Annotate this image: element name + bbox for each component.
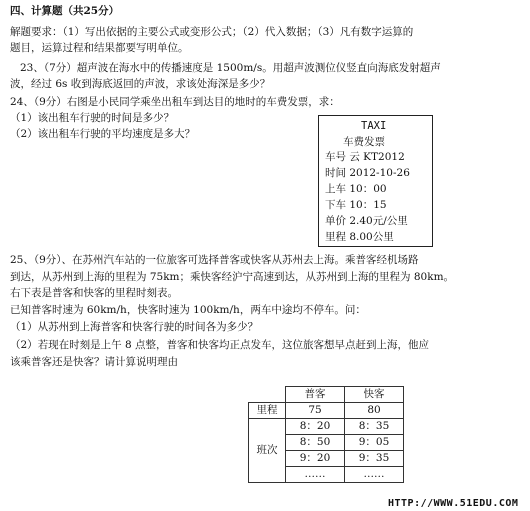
trip-regular-time: 8：50 [286, 435, 345, 451]
q25-sub-1: （1）从苏州到上海普客和快客行驶的时间各为多少？ [10, 321, 259, 333]
q24-line-1: 24、（9分）右图是小民同学乘坐出租车到达目的地时的车费发票，求： [10, 96, 340, 108]
receipt-plate: 车号 云 KT2012 [325, 151, 405, 163]
trip-label: 班次 [249, 419, 286, 483]
trip-regular-time: …… [286, 467, 345, 483]
schedule-table [248, 386, 404, 483]
table-header-row [249, 387, 404, 403]
trip-regular-time: 9：20 [286, 451, 345, 467]
q25-line-3: 右下表是普客和快客的里程时刻表。 [10, 287, 178, 299]
q23-line-1: 23、（7分）超声波在海水中的传播速度是 1500m/s。用超声波测位仪竖直向海底发射超声 [20, 62, 441, 74]
table-row [249, 403, 404, 419]
receipt-date: 时间 2012-10-26 [325, 167, 410, 179]
q23-line-2: 波，经过 6s 收到海底返回的声波，求该处海深是多少？ [10, 78, 271, 90]
header-regular-bus: 普客 [286, 387, 345, 403]
trip-regular-time: 8：20 [286, 419, 345, 435]
q24-sub-2: （2）该出租车行驶的平均速度是多大？ [10, 128, 196, 140]
taxi-receipt [318, 115, 433, 247]
requirements-line-1: 解题要求：（1）写出依据的主要公式或变形公式；（2）代入数据；（3）凡有数字运算的 [10, 26, 414, 38]
receipt-alight-time: 下车 10：15 [325, 199, 387, 211]
receipt-mileage: 里程 8.00公里 [325, 231, 394, 243]
distance-label: 里程 [249, 403, 286, 419]
q25-sub-2a: （2）若现在时刻是上午 8 点整，普客和快客均正点发车，这位旅客想早点赶到上海，他应 [10, 339, 430, 351]
site-watermark: HTTP://WWW.51EDU.COM [388, 498, 519, 509]
trip-express-time: …… [345, 467, 404, 483]
table-row [249, 419, 404, 435]
requirements-line-2: 题目，运算过程和结果都要写明单位。 [10, 42, 189, 54]
distance-express: 80 [345, 403, 404, 419]
distance-regular: 75 [286, 403, 345, 419]
section-heading: 四、计算题（共25分） [10, 5, 120, 17]
table-corner-cell [249, 387, 286, 403]
trip-express-time: 9：35 [345, 451, 404, 467]
receipt-brand: TAXI [361, 120, 387, 132]
receipt-unit-price: 单价 2.40元/公里 [325, 215, 408, 227]
q25-sub-2b: 该乘普客还是快客？请计算说明理由 [10, 356, 178, 368]
q25-line-4: 已知普客时速为 60km/h，快客时速为 100km/h，两车中途均不停车。问： [10, 304, 366, 316]
header-express-bus: 快客 [345, 387, 404, 403]
receipt-board-time: 上车 10：00 [325, 183, 387, 195]
q25-line-2: 到达，从苏州到上海的里程为 75km；乘快客经沪宁高速到达，从苏州到上海的里程为 80km。 [10, 271, 455, 283]
trip-express-time: 8：35 [345, 419, 404, 435]
trip-express-time: 9：05 [345, 435, 404, 451]
q24-sub-1: （1）该出租车行驶的时间是多少？ [10, 112, 175, 124]
q25-line-1: 25、（9分）、在苏州汽车站的一位旅客可选择普客或快客从苏州去上海。乘普客经机场路 [10, 254, 419, 266]
receipt-title: 车费发票 [343, 136, 385, 148]
